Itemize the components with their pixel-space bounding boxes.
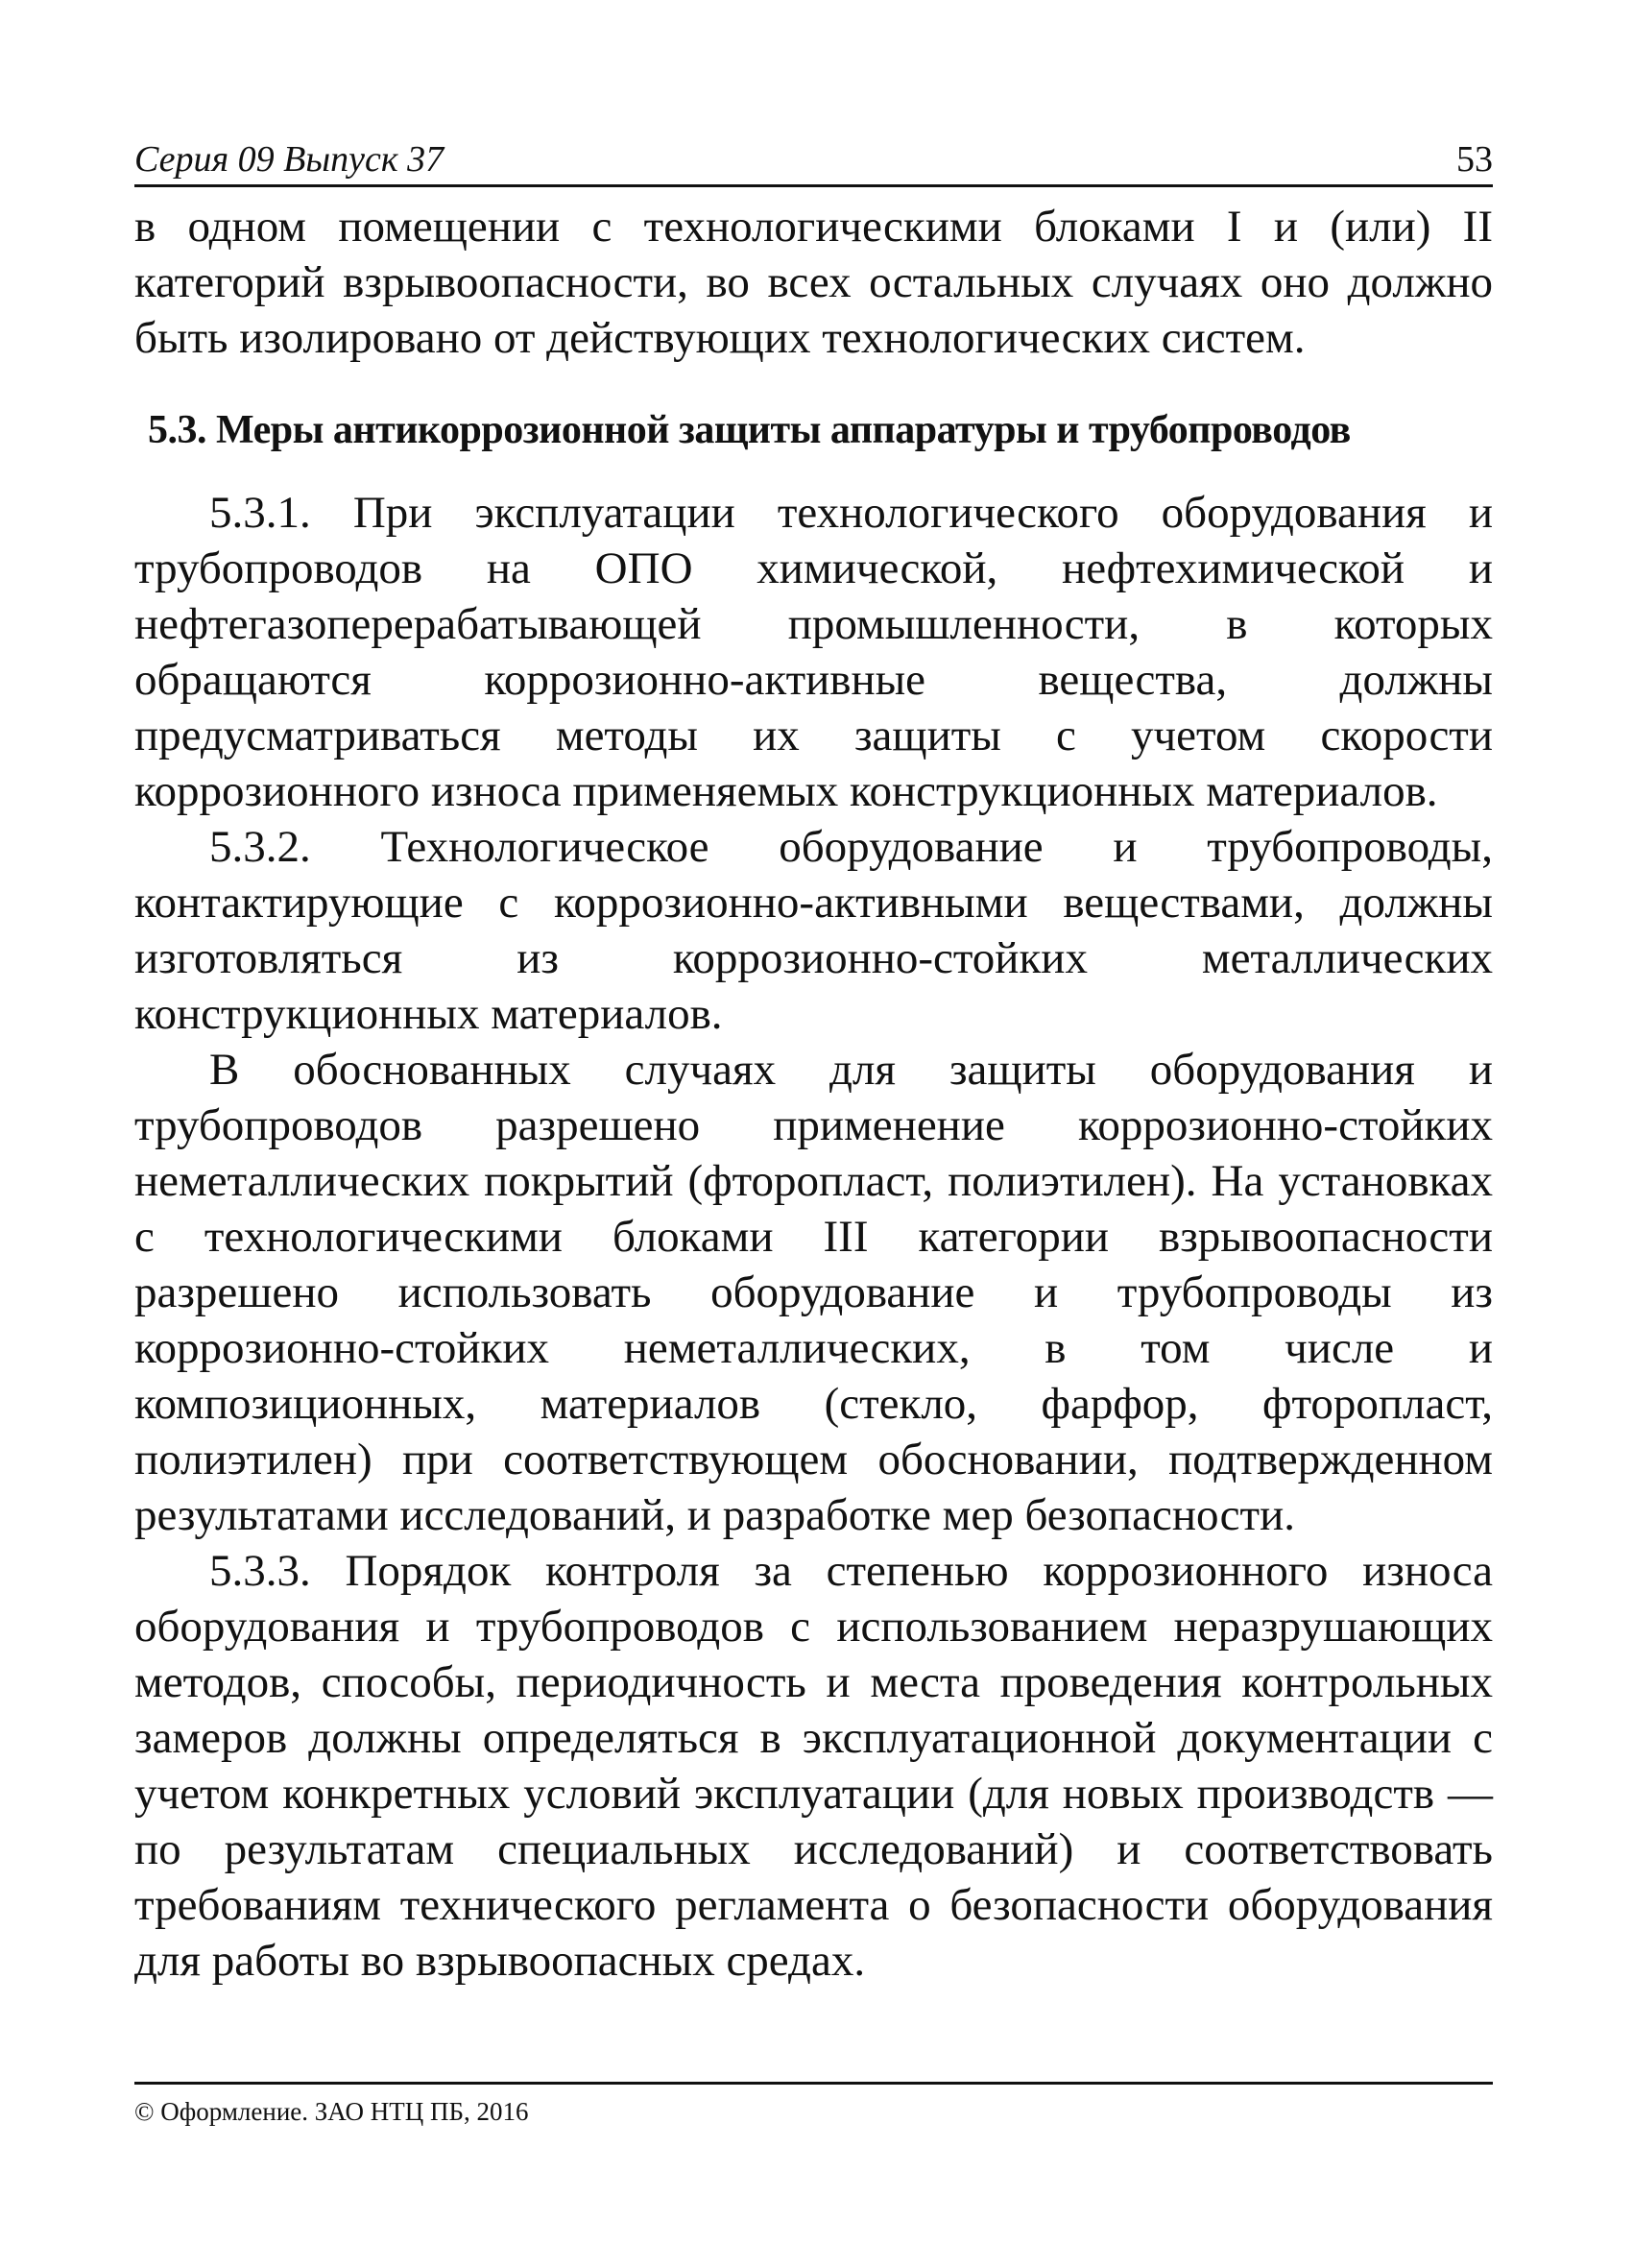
paragraph-5-3-3: 5.3.3. Порядок контроля за степенью коррозионного износа оборудования и трубопроводов с использованием неразрушающих методов, способы, периодичность и места проведения контрольных замеров должны определяться в эксплуатационной документации с учетом конкретных условий эксплуатации (для новых производств — по результатам специальных исследований) и соответствовать требованиям технического регламента о безопасности оборудования для работы во взрывоопасных средах. [134, 1546, 1493, 1986]
section-heading: 5.3. Меры антикоррозионной защиты аппаратуры и трубопроводов [148, 408, 1351, 452]
running-header [134, 134, 1493, 187]
copyright-notice: © Оформление. ЗАО НТЦ ПБ, 2016 [134, 2097, 529, 2126]
paragraph-justified-cases: В обоснованных случаях для защиты оборудования и трубопроводов разрешено применение коррозионно-стойких неметаллических покрытий (фторопласт, полиэтилен). На установках с технологическими блоками III категории взрывоопасности разрешено использовать оборудование и трубопроводы из коррозионно-стойких неметаллических, в том числе и композиционных, материалов (стекло, фарфор, фторопласт, полиэтилен) при соответствующем обосновании, подтвержденном результатами исследований, и разработке мер безопасности. [134, 1045, 1493, 1540]
paragraph-continuation: в одном помещении с технологическими блоками I и (или) II категорий взрывоопасности, во всех остальных случаях оно должно быть изолировано от действующих технологических систем. [134, 202, 1493, 363]
paragraph-5-3-1: 5.3.1. При эксплуатации технологического оборудования и трубопроводов на ОПО химической, нефтехимической и нефтегазоперерабатывающей промышленности, в которых обращаются коррозионно-активные вещества, должны предусматриваться методы их защиты с учетом скорости коррозионного износа применяемых конструкционных материалов. [134, 488, 1493, 816]
document-page [134, 134, 1493, 1989]
page-footer [134, 2082, 1493, 2129]
paragraph-5-3-2: 5.3.2. Технологическое оборудование и трубопроводы, контактирующие с коррозионно-активными веществами, должны изготовляться из коррозионно-стойких металлических конструкционных материалов. [134, 822, 1493, 1039]
series-title: Серия 09 Выпуск 37 [134, 139, 444, 180]
body-text [134, 199, 1493, 1989]
page-number: 53 [1456, 139, 1493, 180]
